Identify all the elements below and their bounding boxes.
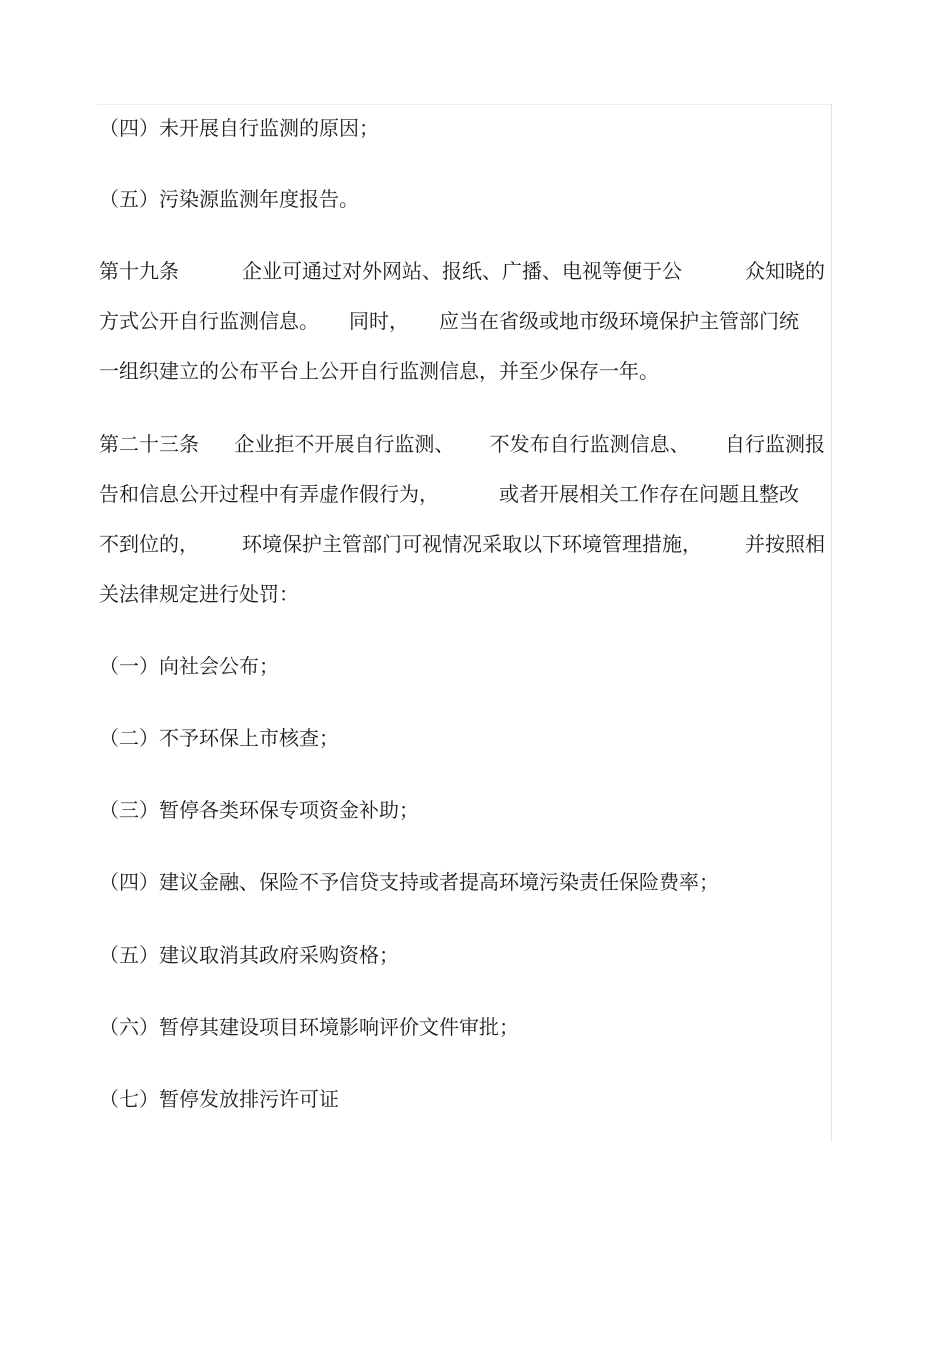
article-19-line-3: 一组织建立的公布平台上公开自行监测信息，并至少保存一年。 [99,359,659,383]
measure-item-3: （三）暂停各类环保专项资金补助； [99,798,419,822]
article-19-text-a: 企业可通过对外网站、报纸、广播、电视等便于公 [242,259,682,283]
article-23-line-3 [99,530,825,558]
article-23-text-f: 不到位的， [99,532,199,556]
article-19-heading: 第十九条 [99,259,179,283]
article-23-text-g: 环境保护主管部门可视情况采取以下环境管理措施， [242,532,702,556]
measure-item-2: （二）不予环保上市核查； [99,726,339,750]
article-23-line-4: 关法律规定进行处罚： [99,582,299,606]
article-23-text-d: 告和信息公开过程中有弄虚作假行为， [99,482,439,506]
article-23-line-1 [99,430,825,458]
article-23-text-h: 并按照相 [745,532,825,556]
article-23-text-e: 或者开展相关工作存在问题且整改 [499,482,799,506]
list-item-annual-report: （五）污染源监测年度报告。 [99,187,359,211]
article-23-text-a: 企业拒不开展自行监测、 [234,432,455,456]
measure-item-4: （四）建议金融、保险不予信贷支持或者提高环境污染责任保险费率； [99,870,719,894]
article-19-text-c: 方式公开自行监测信息。 [99,309,319,333]
list-item-no-monitoring-reason: （四）未开展自行监测的原因； [99,116,379,140]
article-19-line-1 [99,257,825,285]
measure-item-5: （五）建议取消其政府采购资格； [99,943,399,967]
article-23-text-c: 自行监测报 [724,432,825,456]
article-19-text-e: 应当在省级或地市级环境保护主管部门统 [439,309,799,333]
article-23-text-b: 不发布自行监测信息、 [489,432,690,456]
measure-item-1: （一）向社会公布； [99,654,279,678]
article-23-heading: 第二十三条 [99,432,199,456]
article-19-line-2 [99,307,799,335]
measure-item-7: （七）暂停发放排污许可证 [99,1087,339,1111]
measure-item-6: （六）暂停其建设项目环境影响评价文件审批； [99,1015,519,1039]
article-19-text-b: 众知晓的 [745,259,825,283]
article-19-text-d: 同时， [349,309,409,333]
article-23-line-2 [99,480,799,508]
